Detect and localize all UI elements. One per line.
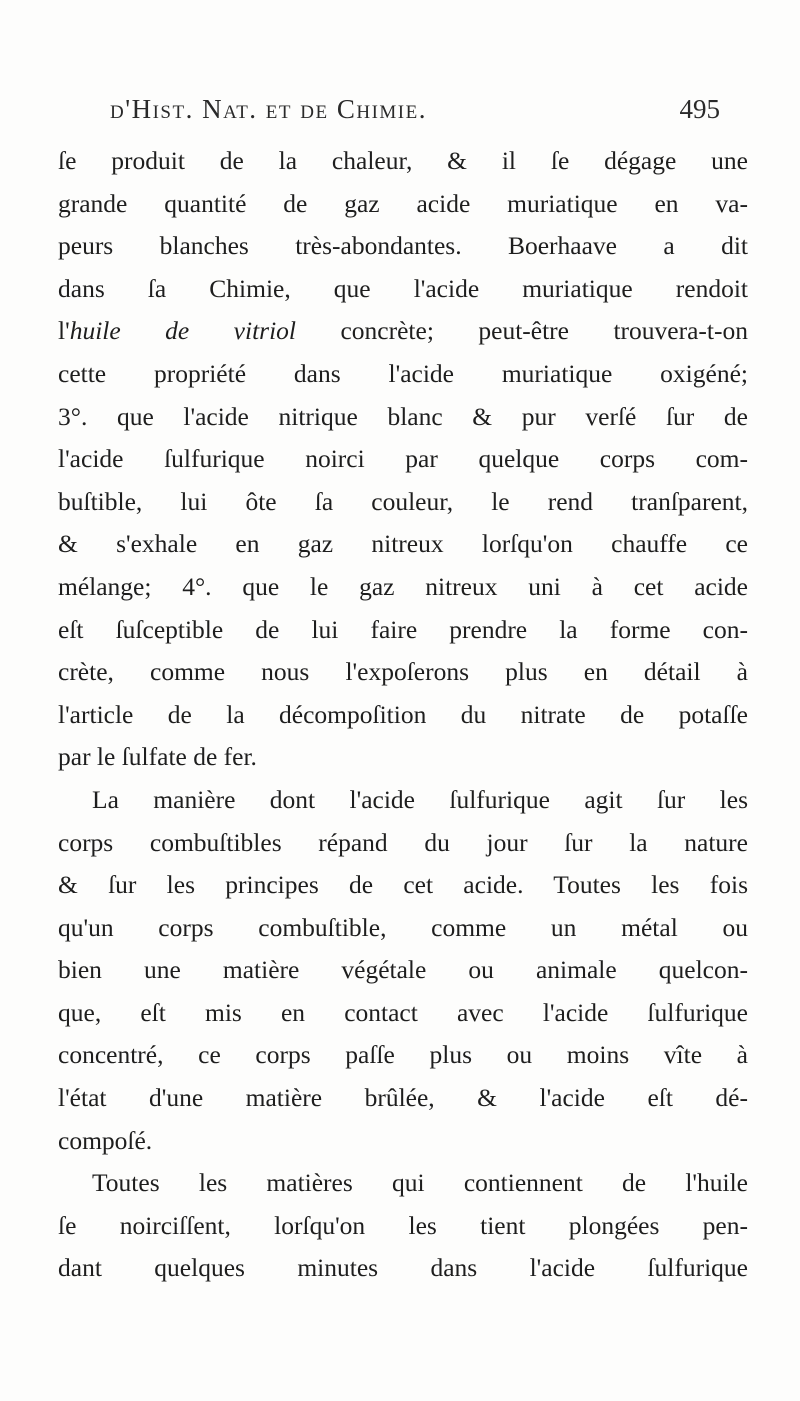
text-line: & s'exhale en gaz nitreux lorſqu'on chauffe ce [58,529,748,559]
italic-term: huile de vitriol [69,316,297,346]
text-line: peurs blanches très-abondantes. Boerhaave a dit [58,231,748,261]
text-line: mélange; 4°. que le gaz nitreux uni à cet acide [58,571,748,601]
text-line: concentré, ce corps paſſe plus ou moins vîte à [58,1040,748,1070]
text-line: bien une matière végétale ou animale quelcon- [58,955,748,985]
text-line: eſt ſuſceptible de lui faire prendre la forme con- [58,614,748,644]
text-line: & ſur les principes de cet acide. Toutes les fois [58,870,748,900]
text-line: ſe produit de la chaleur, & il ſe dégage une [58,146,748,175]
text-line [58,310,748,353]
running-head [110,94,720,134]
text-line: La manière dont l'acide ſulfurique agit ſur les [92,784,748,814]
text-line: que, eſt mis en contact avec l'acide ſulfurique [58,997,748,1027]
text-line: qu'un corps combuſtible, comme un métal ou [58,912,748,942]
text-line: cette propriété dans l'acide muriatique oxigéné; [58,358,748,388]
text-line: l'acide ſulfurique noirci par quelque corps com- [58,444,748,474]
text-line: crète, comme nous l'expoſerons plus en détail à [58,657,748,687]
body-text [58,140,748,1290]
text-line: ſe noirciſſent, lorſqu'on les tient plongées pen- [58,1210,748,1240]
page-number: 495 [679,94,720,124]
running-title: d'Hist. Nat. et de Chimie. [110,94,427,124]
text-fragment: concrète; peut-être trouvera-t-on [296,316,748,346]
text-fragment: l' [58,316,70,346]
text-line: Toutes les matières qui contiennent de l'huile [92,1168,748,1198]
text-line: par le ſulfate de fer. [58,742,257,772]
text-line: 3°. que l'acide nitrique blanc & pur verſé ſur de [58,401,748,431]
text-line: buſtible, lui ôte ſa couleur, le rend tranſparent, [58,486,748,516]
text-line: grande quantité de gaz acide muriatique en va- [58,188,748,218]
text-line: l'article de la décompoſition du nitrate de potaſſe [58,699,748,729]
text-line: corps combuſtibles répand du jour ſur la nature [58,827,748,857]
text-line: l'état d'une matière brûlée, & l'acide eſt dé- [58,1083,748,1113]
text-line: dant quelques minutes dans l'acide ſulfurique [58,1253,748,1283]
text-line: compoſé. [58,1125,153,1155]
text-line: dans ſa Chimie, que l'acide muriatique rendoit [58,273,748,303]
